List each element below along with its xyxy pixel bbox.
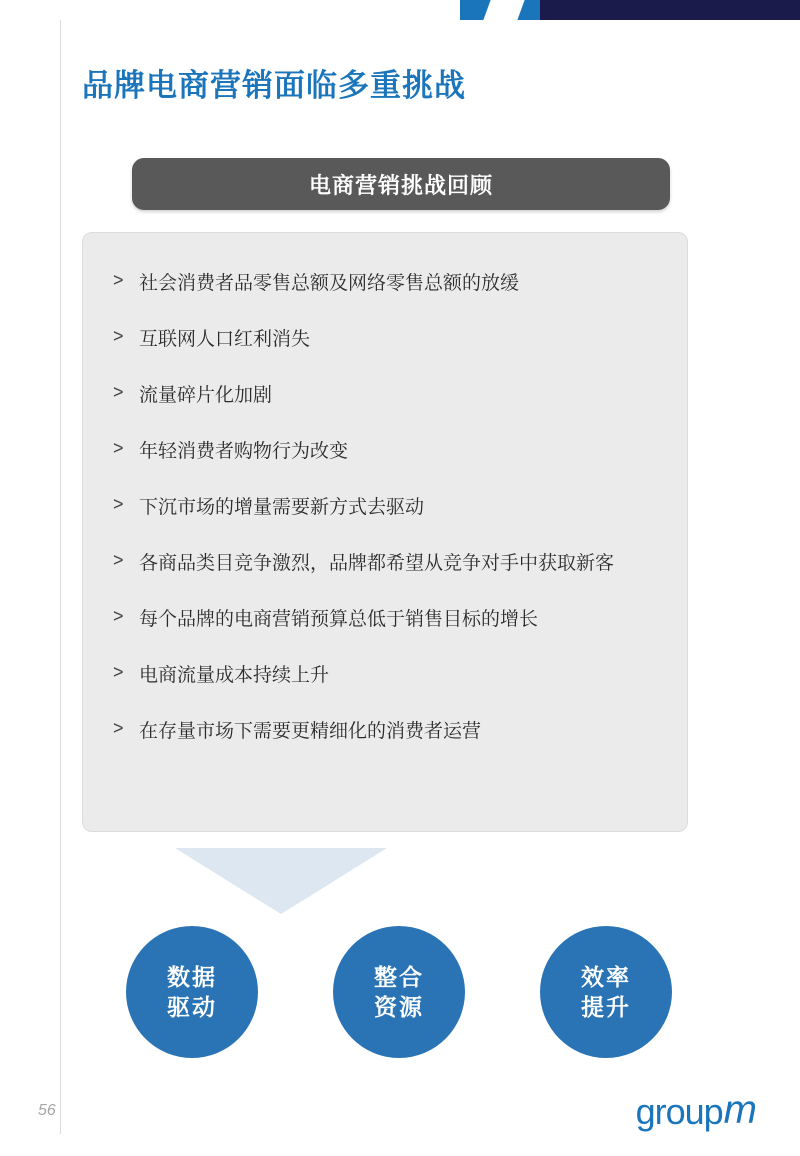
left-vertical-rule (60, 20, 61, 1134)
chevron-right-icon: > (113, 662, 124, 682)
list-item (109, 491, 661, 525)
chevron-right-icon: > (113, 494, 124, 514)
outcome-circle-3 (540, 926, 672, 1058)
list-item (109, 659, 661, 693)
list-item-label: 在存量市场下需要更精细化的消费者运营 (139, 721, 482, 742)
list-item (109, 435, 661, 469)
logo-wordmark: group (635, 1091, 723, 1132)
section-header-label: 电商营销挑战回顾 (308, 172, 493, 198)
outcome-circle-1-line2: 驱动 (167, 994, 217, 1020)
list-item-label: 每个品牌的电商营销预算总低于销售目标的增长 (139, 609, 539, 630)
chevron-right-icon: > (113, 270, 124, 290)
top-decorative-bar (0, 0, 800, 20)
list-item (109, 267, 661, 301)
top-bar-navy-segment (540, 0, 800, 20)
outcome-circle-3-line1: 效率 (581, 964, 631, 990)
list-item (109, 547, 661, 581)
chevron-right-icon: > (113, 606, 124, 626)
outcome-circle-2 (333, 926, 465, 1058)
chevron-right-icon: > (113, 438, 124, 458)
top-bar-white-slash (483, 0, 524, 20)
list-item-label: 下沉市场的增量需要新方式去驱动 (139, 497, 425, 518)
outcome-circle-1 (126, 926, 258, 1058)
chevron-right-icon: > (113, 382, 124, 402)
challenges-panel (82, 232, 688, 832)
down-arrow-icon (175, 848, 387, 914)
section-header-pill (132, 158, 670, 210)
outcome-circle-2-line1: 整合 (374, 964, 424, 990)
list-item-label: 互联网人口红利消失 (139, 329, 311, 350)
list-item-label: 各商品类目竞争激烈，品牌都希望从竞争对手中获取新客 (139, 553, 615, 574)
chevron-right-icon: > (113, 326, 124, 346)
outcome-circle-3-line2: 提升 (581, 994, 631, 1020)
list-item-label: 社会消费者品零售总额及网络零售总额的放缓 (139, 273, 520, 294)
chevron-right-icon: > (113, 550, 124, 570)
page-number: 56 (38, 1102, 56, 1119)
list-item-label: 电商流量成本持续上升 (139, 665, 330, 686)
list-item (109, 323, 661, 357)
list-item (109, 603, 661, 637)
chevron-right-icon: > (113, 718, 124, 738)
list-item (109, 379, 661, 413)
outcome-circle-2-line2: 资源 (374, 994, 424, 1020)
page-title: 品牌电商营销面临多重挑战 (82, 68, 466, 103)
logo-m-mark: m (723, 1088, 756, 1132)
groupm-logo (636, 1088, 756, 1133)
outcome-circle-1-line1: 数据 (167, 964, 217, 990)
list-item-label: 年轻消费者购物行为改变 (139, 441, 349, 462)
list-item-label: 流量碎片化加剧 (139, 385, 273, 406)
list-item (109, 715, 661, 749)
